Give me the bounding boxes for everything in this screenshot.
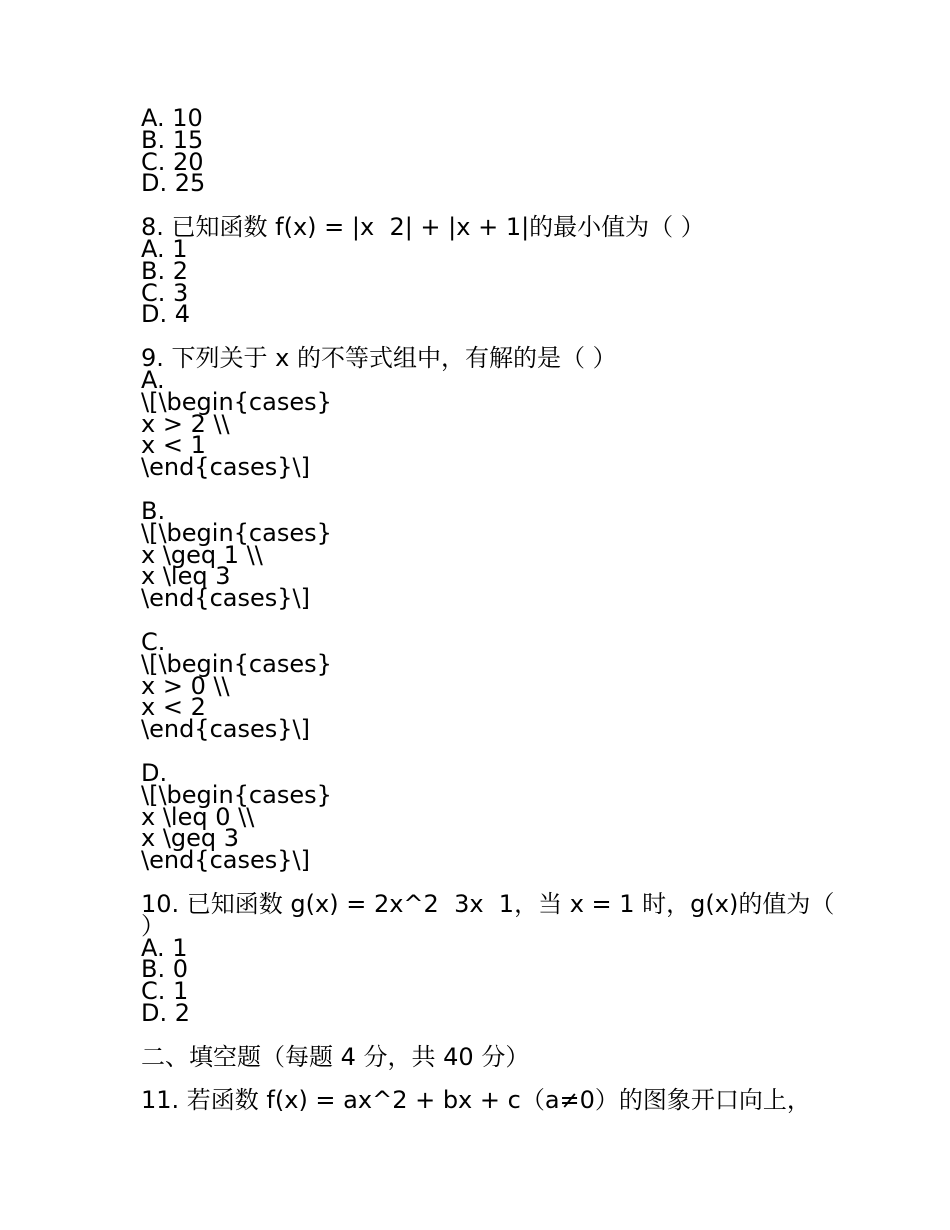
q10-stem-line2: ） bbox=[141, 911, 165, 940]
q9-option-b-label: B. bbox=[141, 496, 166, 525]
question-10 bbox=[141, 889, 835, 1027]
q9-option-c-line4: \end{cases}\] bbox=[141, 715, 310, 744]
q9-option-c-line2: x > 0 \\ bbox=[141, 671, 230, 700]
q9-option-d-line1: \[\begin{cases} bbox=[141, 780, 332, 809]
q9-option-d-label: D. bbox=[141, 758, 168, 787]
q9-option-c-line1: \[\begin{cases} bbox=[141, 649, 332, 678]
q9-option-c-label: C. bbox=[141, 627, 166, 656]
q9-option-d-line4: \end{cases}\] bbox=[141, 846, 310, 875]
q7-option-c: C. 20 bbox=[141, 147, 204, 176]
q9-option-a-line1: \[\begin{cases} bbox=[141, 387, 332, 416]
q8-option-b: B. 2 bbox=[141, 256, 188, 285]
question-9 bbox=[141, 344, 821, 875]
q9-option-d-line2: x \leq 0 \\ bbox=[141, 802, 255, 831]
q9-option-b-line4: \end{cases}\] bbox=[141, 584, 310, 613]
section-2-heading: 二、填空题（每题 4 分，共 40 分） bbox=[141, 1042, 530, 1071]
q8-option-d: D. 4 bbox=[141, 300, 191, 329]
q9-option-a-line3: x < 1 bbox=[141, 431, 206, 460]
q8-stem: 8. 已知函数 f(x) = |x 2| + |x + 1|的最小值为（ ） bbox=[141, 213, 705, 242]
q7-option-b: B. 15 bbox=[141, 125, 204, 154]
q9-option-a-line2: x > 2 \\ bbox=[141, 409, 230, 438]
q7-option-a: A. 10 bbox=[141, 104, 203, 132]
q10-option-b: B. 0 bbox=[141, 955, 188, 984]
q9-option-a-line4: \end{cases}\] bbox=[141, 453, 310, 482]
question-8 bbox=[141, 213, 821, 329]
q9-option-b bbox=[141, 496, 821, 613]
q11-stem: 11. 若函数 f(x) = ax^2 + bx + c（a≠0）的图象开口向上， bbox=[141, 1086, 811, 1115]
q9-option-a-label: A. bbox=[141, 365, 165, 394]
q8-option-a: A. 1 bbox=[141, 234, 188, 263]
q9-option-d-line3: x \geq 3 bbox=[141, 824, 240, 853]
q9-option-c bbox=[141, 627, 821, 744]
q10-stem-line1: 10. 已知函数 g(x) = 2x^2 3x 1，当 x = 1 时，g(x)的值为（ bbox=[141, 889, 835, 918]
q9-option-a bbox=[141, 365, 821, 482]
q10-option-d: D. 2 bbox=[141, 998, 191, 1027]
q9-option-b-line1: \[\begin{cases} bbox=[141, 518, 332, 547]
q9-option-b-line2: x \geq 1 \\ bbox=[141, 540, 263, 569]
q10-option-c: C. 1 bbox=[141, 977, 189, 1006]
q8-option-c: C. 3 bbox=[141, 278, 189, 307]
question-7-options bbox=[141, 104, 821, 198]
exam-page bbox=[141, 104, 835, 1115]
q9-option-c-line3: x < 2 bbox=[141, 693, 206, 722]
q10-option-a: A. 1 bbox=[141, 933, 188, 962]
q9-stem: 9. 下列关于 x 的不等式组中，有解的是（ ） bbox=[141, 344, 617, 373]
q7-option-d: D. 25 bbox=[141, 169, 206, 198]
q9-option-d bbox=[141, 758, 821, 875]
q9-option-b-line3: x \leq 3 bbox=[141, 562, 231, 591]
